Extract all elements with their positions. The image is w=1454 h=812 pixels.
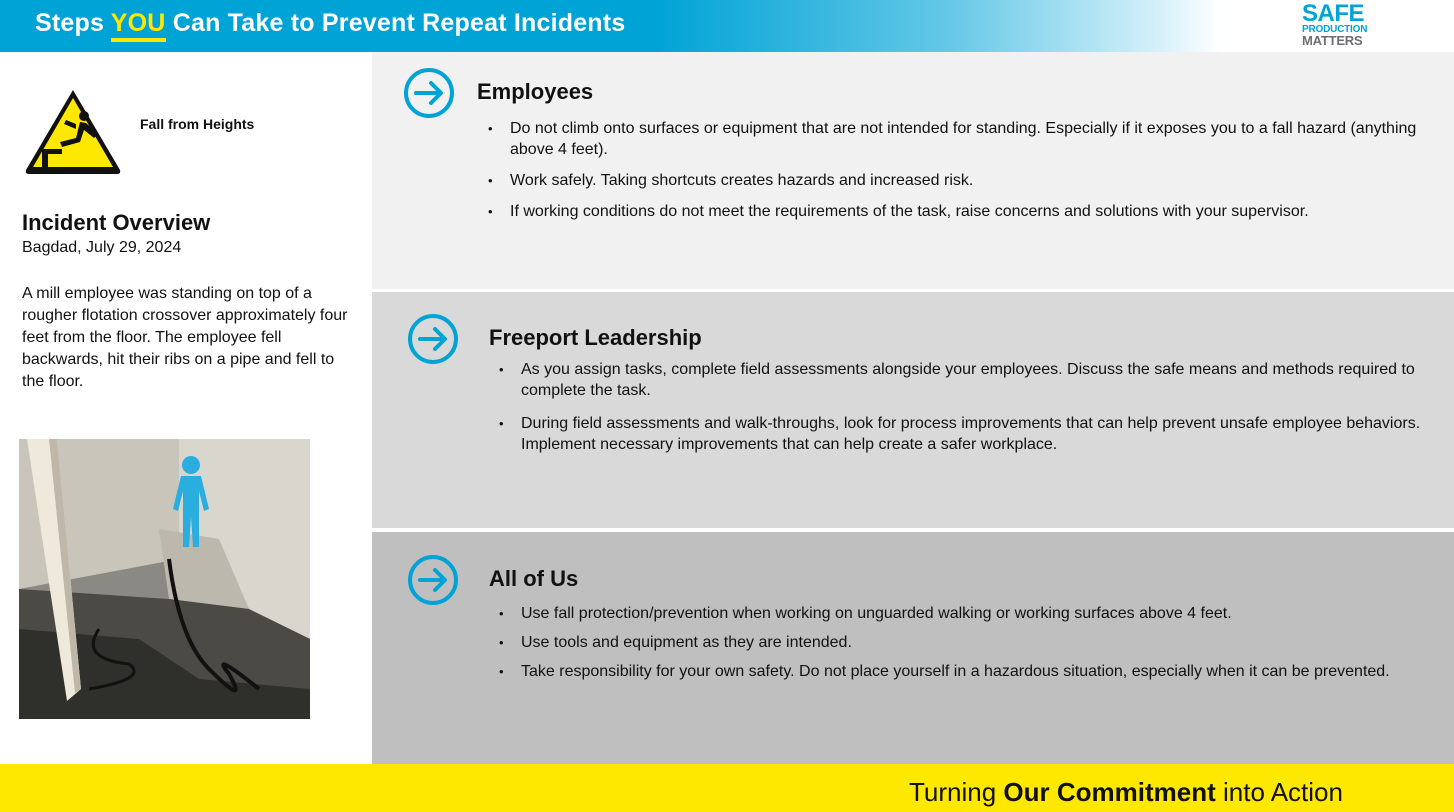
bullet-list [488, 118, 1428, 222]
hazard-label: Fall from Heights [140, 116, 255, 132]
bullet-item: • Work safely. Taking shortcuts creates hazards and increased risk. [488, 170, 1428, 191]
overview-title: Incident Overview [22, 210, 211, 235]
bullet-item: • Do not climb onto surfaces or equipment that are not intended for standing. Especially if it exposes you to a fall hazard (anything above 4 feet). [488, 118, 1428, 160]
bullet-item: • Use fall protection/prevention when working on unguarded walking or working surfaces above 4 feet. [499, 603, 1439, 624]
overview-date: Bagdad, July 29, 2024 [22, 239, 182, 256]
title-highlight-you: YOU [111, 9, 166, 42]
section-title: All of Us [489, 566, 579, 591]
footer-tagline [909, 777, 1343, 808]
overview-description: A mill employee was standing on top of a rougher flotation crossover approximately four feet from the floor. The employee fell backwards, hit their ribs on a pipe and fell to the floor. [22, 285, 348, 390]
bullet-item: • Take responsibility for your own safety. Do not place yourself in a hazardous situation, especially when it can be prevented. [499, 661, 1439, 682]
bullet-list [499, 603, 1439, 682]
title-text-before: Steps [35, 9, 111, 37]
section-freeport-leadership [372, 292, 1454, 528]
bullet-list [499, 359, 1449, 455]
arrow-right-circle-icon [403, 67, 455, 119]
footer-text-before: Turning [909, 777, 1004, 807]
title-text-after: Can Take to Prevent Repeat Incidents [165, 9, 626, 37]
fall-from-heights-warning-icon [22, 86, 124, 176]
incident-site-photo [19, 439, 310, 719]
bullet-item: • Use tools and equipment as they are intended. [499, 632, 1439, 653]
section-title: Employees [477, 79, 594, 104]
footer-text-after: into Action [1215, 777, 1343, 807]
section-all-of-us [372, 532, 1454, 764]
bullet-item: • During field assessments and walk-throughs, look for process improvements that can help prevent unsafe employee behaviors. Implement necessary improvements that can help create a safer workplace. [499, 413, 1449, 455]
section-employees [372, 52, 1454, 289]
logo-line-2: PRODUCTION [1302, 24, 1368, 35]
header-banner [0, 0, 1454, 52]
safe-production-matters-logo [1296, 0, 1386, 48]
footer-text-bold: Our Commitment [1003, 777, 1216, 807]
bullet-item: • As you assign tasks, complete field assessments alongside your employees. Discuss the safe means and methods required to complete the task. [499, 359, 1449, 401]
footer-banner [0, 764, 1454, 812]
arrow-right-circle-icon [407, 554, 459, 606]
page-title [35, 9, 625, 38]
bullet-item: • If working conditions do not meet the requirements of the task, raise concerns and solutions with your supervisor. [488, 201, 1428, 222]
logo-line-1: SAFE [1302, 0, 1365, 27]
arrow-right-circle-icon [407, 313, 459, 365]
logo-line-3: MATTERS [1302, 33, 1363, 48]
section-title: Freeport Leadership [489, 325, 702, 350]
